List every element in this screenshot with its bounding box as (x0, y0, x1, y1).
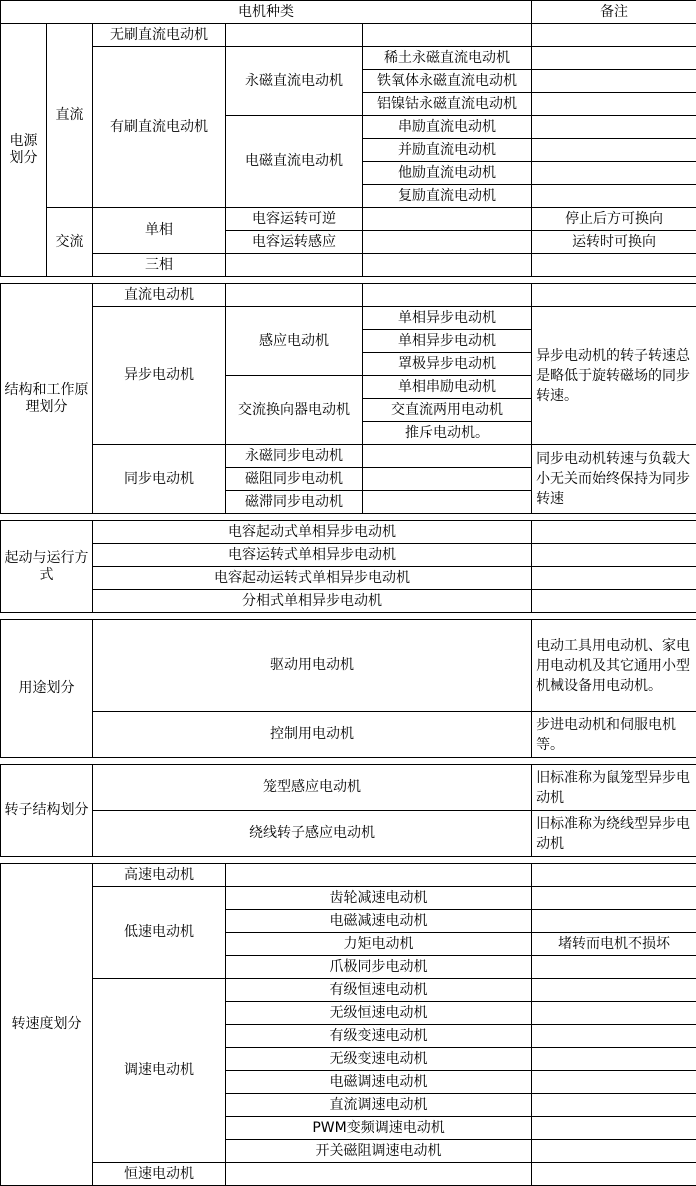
induction-motor: 感应电动机 (226, 307, 363, 376)
list-item: 电容运转可逆 (226, 208, 363, 231)
list-item: 电磁减速电动机 (226, 910, 532, 933)
list-item: 开关磁阻调速电动机 (226, 1140, 532, 1163)
list-item: 电容起动运转式单相异步电动机 (93, 567, 532, 590)
sync-motor: 同步电动机 (93, 445, 226, 514)
section-label-speed: 转速度划分 (1, 864, 93, 1186)
list-item: 电磁调速电动机 (226, 1071, 532, 1094)
table-row (1, 24, 696, 47)
list-item: 电容运转感应 (226, 231, 363, 254)
drive-motor: 驱动用电动机 (93, 620, 532, 712)
table-row (1, 979, 696, 1002)
list-item: 电容起动式单相异步电动机 (93, 521, 532, 544)
wound-motor: 绕线转子感应电动机 (93, 811, 532, 857)
sync-note: 同步电动机转速与负载大小无关而始终保持为同步转速 (532, 445, 696, 514)
dc-label: 直流 (47, 24, 93, 208)
async-note: 异步电动机的转子转速总是略低于旋转磁场的同步转速。 (532, 307, 696, 445)
list-item: 电容运转式单相异步电动机 (93, 544, 532, 567)
list-item: 力矩电动机 (226, 933, 532, 956)
section-label-rotor: 转子结构划分 (1, 765, 93, 857)
table-row (1, 284, 696, 307)
list-item: 无级恒速电动机 (226, 1002, 532, 1025)
list-item: 磁阻同步电动机 (226, 468, 363, 491)
list-item: 单相串励电动机 (363, 376, 532, 399)
list-item: 无级变速电动机 (226, 1048, 532, 1071)
table-row (1, 521, 696, 544)
table-row (1, 765, 696, 811)
section-divider (1, 857, 696, 864)
adjustable-speed-motor: 调速电动机 (93, 979, 226, 1163)
list-item: 爪极同步电动机 (226, 956, 532, 979)
list-item: 推斥电动机。 (363, 422, 532, 445)
ac-label: 交流 (47, 208, 93, 277)
brushed-dc-motor: 有刷直流电动机 (93, 47, 226, 208)
list-item: 铝镍钴永磁直流电动机 (363, 93, 532, 116)
cage-note: 旧标准称为鼠笼型异步电动机 (532, 765, 696, 811)
dc-motor: 直流电动机 (93, 284, 226, 307)
cage-motor: 笼型感应电动机 (93, 765, 532, 811)
list-item: 磁滞同步电动机 (226, 491, 363, 514)
table-row (1, 47, 696, 70)
three-phase: 三相 (93, 254, 226, 277)
single-phase: 单相 (93, 208, 226, 254)
constant-speed-motor: 恒速电动机 (93, 1163, 226, 1186)
section-divider (1, 514, 696, 521)
em-dc-motor: 电磁直流电动机 (226, 116, 363, 208)
high-speed-motor: 高速电动机 (93, 864, 226, 887)
brushless-dc-motor: 无刷直流电动机 (93, 24, 226, 47)
table-row (1, 864, 696, 887)
note-cell: 运转时可换向 (532, 231, 696, 254)
section-divider (1, 758, 696, 765)
list-item: 齿轮减速电动机 (226, 887, 532, 910)
list-item: 交直流两用电动机 (363, 399, 532, 422)
list-item: 罩极异步电动机 (363, 353, 532, 376)
list-item: 复励直流电动机 (363, 185, 532, 208)
section-divider (1, 613, 696, 620)
list-item: PWM变频调速电动机 (226, 1117, 532, 1140)
table-row (1, 567, 696, 590)
list-item: 永磁同步电动机 (226, 445, 363, 468)
section-label-usage: 用途划分 (1, 620, 93, 758)
table-row (1, 208, 696, 231)
drive-note: 电动工具用电动机、家电用电动机及其它通用小型机械设备用电动机。 (532, 620, 696, 712)
table-row (1, 1163, 696, 1186)
list-item: 分相式单相异步电动机 (93, 590, 532, 613)
section-label-structure: 结构和工作原理划分 (1, 284, 93, 514)
list-item: 稀土永磁直流电动机 (363, 47, 532, 70)
list-item: 直流调速电动机 (226, 1094, 532, 1117)
async-motor: 异步电动机 (93, 307, 226, 445)
header-row (1, 1, 696, 24)
section-label-power: 电源划分 (1, 24, 47, 277)
note-cell: 停止后方可换向 (532, 208, 696, 231)
list-item: 单相异步电动机 (363, 307, 532, 330)
header-type: 电机种类 (1, 1, 532, 24)
table-row (1, 811, 696, 857)
list-item: 单相异步电动机 (363, 330, 532, 353)
list-item: 串励直流电动机 (363, 116, 532, 139)
list-item: 他励直流电动机 (363, 162, 532, 185)
section-label-start: 起动与运行方式 (1, 521, 93, 613)
table-row (1, 712, 696, 758)
table-row (1, 620, 696, 712)
header-note: 备注 (532, 1, 696, 24)
commutator-motor: 交流换向器电动机 (226, 376, 363, 445)
list-item: 铁氧体永磁直流电动机 (363, 70, 532, 93)
list-item: 有级恒速电动机 (226, 979, 532, 1002)
list-item: 有级变速电动机 (226, 1025, 532, 1048)
table-row (1, 254, 696, 277)
table-row (1, 307, 696, 330)
control-note: 步进电动机和伺服电机等。 (532, 712, 696, 758)
list-item: 并励直流电动机 (363, 139, 532, 162)
wound-note: 旧标准称为绕线型异步电动机 (532, 811, 696, 857)
low-speed-motor: 低速电动机 (93, 887, 226, 979)
table-row (1, 590, 696, 613)
table-row (1, 445, 696, 468)
section-divider (1, 277, 696, 284)
torque-note: 堵转而电机不损坏 (532, 933, 696, 956)
table-row (1, 544, 696, 567)
pm-dc-motor: 永磁直流电动机 (226, 47, 363, 116)
table-row (1, 887, 696, 910)
control-motor: 控制用电动机 (93, 712, 532, 758)
